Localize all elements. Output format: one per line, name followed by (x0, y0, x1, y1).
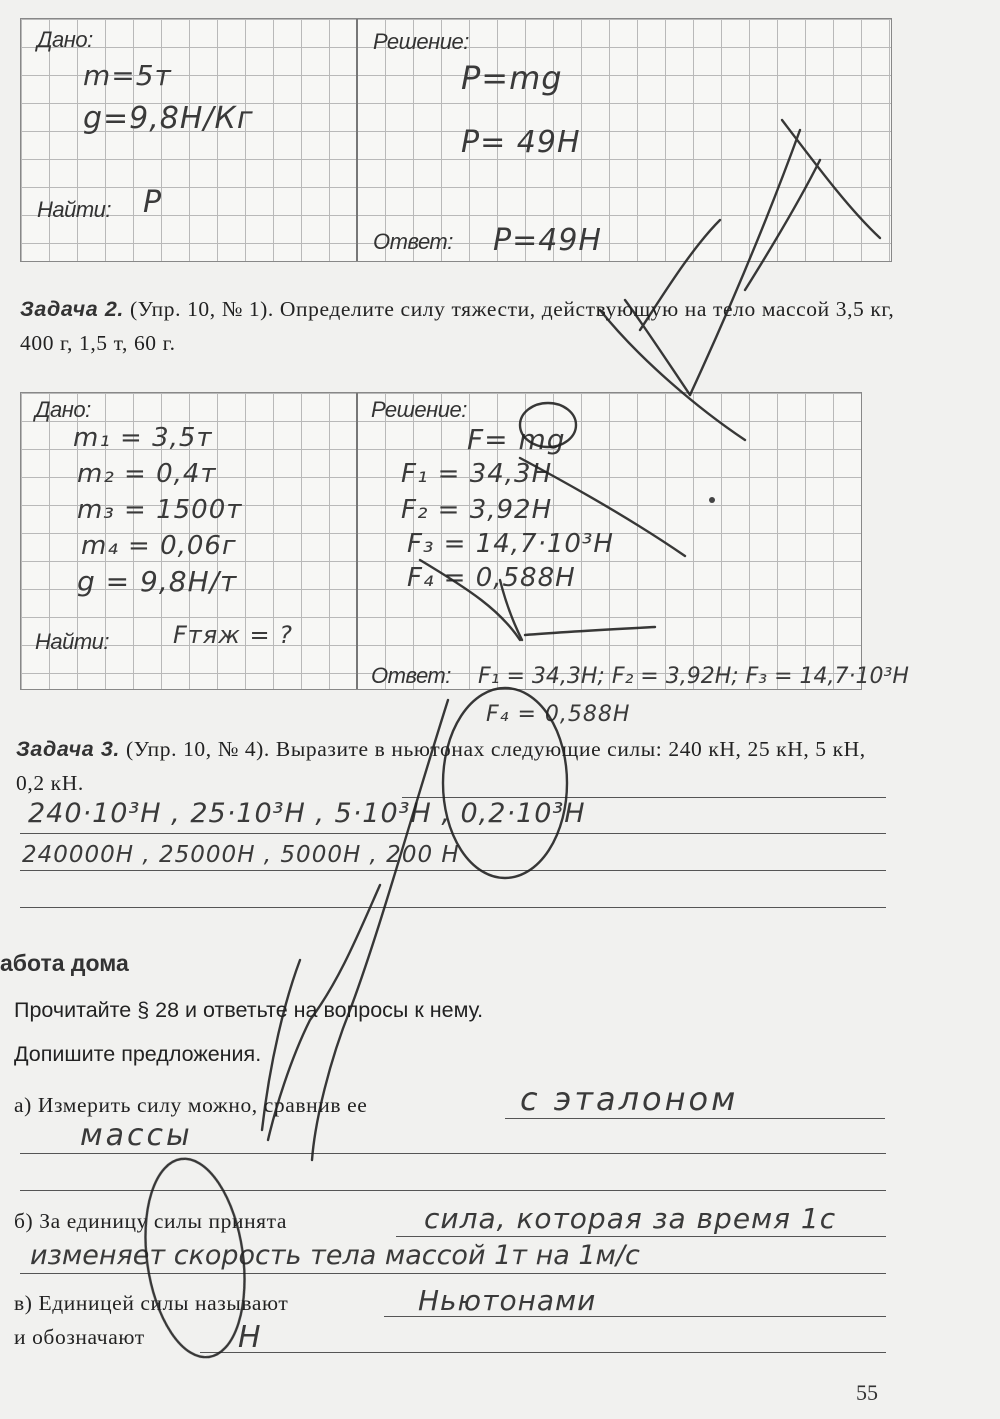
answer-line (20, 907, 886, 908)
task-3-body: (Упр. 10, № 4). Выразите в ньютонах следующие силы: 240 кН, 25 кН, 5 кН, 0,2 кН. (16, 737, 866, 795)
given-value: g=9,8Н/Кг (83, 101, 254, 136)
find-label: Найти: (35, 629, 110, 654)
solution-label: Решение: (373, 29, 469, 54)
answer-value: F₄ = 0,588Н (486, 702, 631, 727)
task-2-body: (Упр. 10, № 1). Определите силу тяжести, действующую на тело массой 3,5 кг, 400 г, 1,5 т, 60 г. (20, 297, 895, 355)
answer-a: с эталоном (520, 1080, 739, 1118)
solution-line: F₄ = 0,588Н (407, 563, 576, 593)
homework-item-2: Допишите предложения. (14, 1042, 262, 1066)
answer-d: Н (238, 1320, 262, 1355)
task-2-title: Задача 2. (20, 297, 124, 321)
answer-label: Ответ: (371, 663, 451, 688)
solution-line: F₂ = 3,92Н (401, 495, 553, 525)
task-2-text (20, 292, 896, 360)
prompt-c: в) Единицей силы называют (14, 1291, 289, 1315)
solution-line: F₃ = 14,7·10³Н (407, 529, 614, 559)
page-number: 55 (856, 1380, 878, 1405)
task-3-text (16, 732, 896, 800)
answer-b: сила, которая за время 1с (424, 1202, 837, 1235)
answer-line (20, 1190, 886, 1191)
given-value: m₄ = 0,06г (81, 531, 237, 561)
homework-item-1: Прочитайте § 28 и ответьте на вопросы к нему. (14, 998, 484, 1022)
solution-line: P= 49Н (461, 125, 581, 160)
task-3-answer: 240000Н , 25000Н , 5000Н , 200 Н (22, 842, 460, 868)
given-value: m₃ = 1500т (77, 495, 243, 525)
answer-value: F₁ = 34,3Н; F₂ = 3,92Н; F₃ = 14,7·10³Н (478, 664, 909, 689)
solution-line: F= mg (467, 423, 566, 456)
given-label: Дано: (37, 27, 93, 52)
answer-c: Ньютонами (418, 1284, 597, 1317)
answer-line (505, 1118, 885, 1119)
homework-heading: абота дома (0, 950, 129, 976)
given-label: Дано: (35, 397, 91, 422)
answer-line (20, 870, 886, 871)
find-label: Найти: (37, 197, 112, 222)
solution-line: P=mg (461, 59, 563, 97)
task-3-title: Задача 3. (16, 737, 120, 761)
answer-label: Ответ: (373, 229, 453, 254)
find-value: P (143, 185, 163, 220)
answer-line (200, 1352, 886, 1353)
prompt-d: и обозначают (14, 1325, 145, 1349)
answer-line (20, 833, 886, 834)
task-3-answer: 240·10³Н , 25·10³Н , 5·10³Н , 0,2·10³Н (28, 798, 586, 829)
answer-line (396, 1236, 886, 1237)
answer-line (20, 1273, 886, 1274)
given-value: m₁ = 3,5т (73, 423, 213, 453)
prompt-a: а) Измерить силу можно, сравнив ее (14, 1093, 368, 1117)
solution-line: F₁ = 34,3Н (401, 459, 553, 489)
prompt-b: б) За единицу силы принята (14, 1209, 288, 1233)
given-value: m=5т (83, 59, 172, 92)
answer-b: изменяет скорость тела массой 1т на 1м/с (30, 1240, 640, 1271)
solution-grid-1 (20, 18, 892, 262)
answer-a: массы (80, 1118, 193, 1153)
answer-line (20, 1153, 886, 1154)
answer-value: P=49Н (493, 223, 602, 258)
grid-divider (356, 19, 358, 261)
solution-label: Решение: (371, 397, 467, 422)
grid-divider (356, 393, 358, 689)
given-value: m₂ = 0,4т (77, 459, 217, 489)
find-value: Fтяж = ? (173, 621, 293, 649)
given-value: g = 9,8Н/т (77, 565, 238, 598)
solution-grid-2 (20, 392, 862, 690)
